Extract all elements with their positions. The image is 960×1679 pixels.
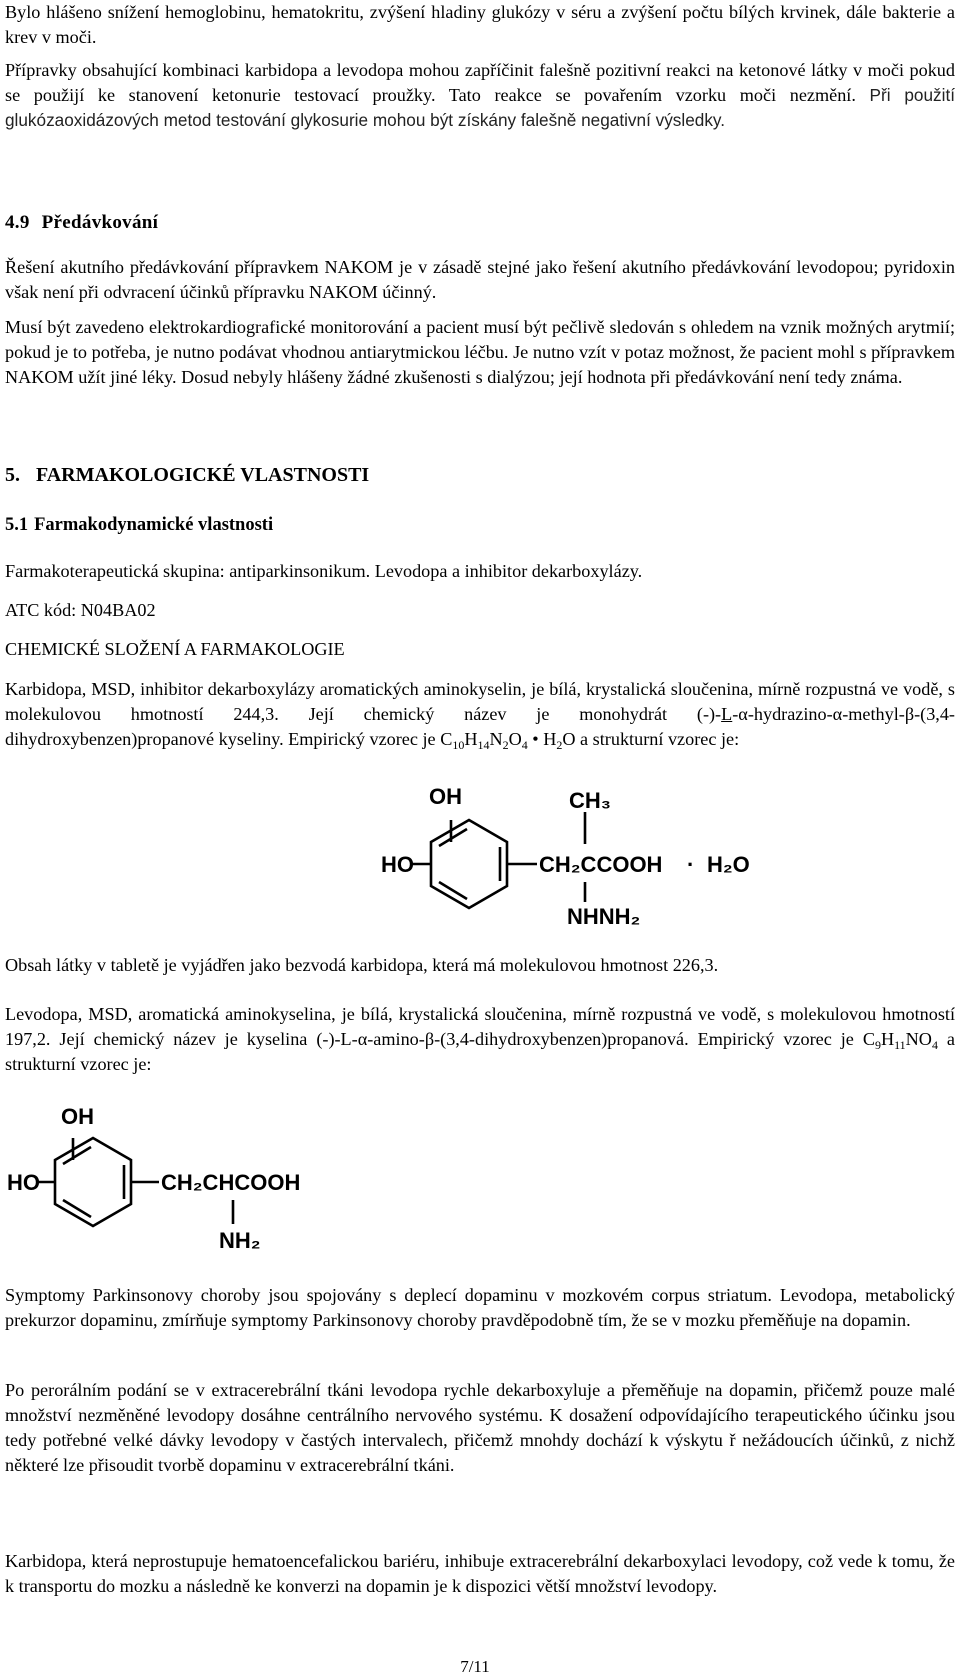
carbidopa-description — [5, 677, 955, 752]
overdose-paragraph-1: Řešení akutního předávkování přípravkem NAKOM je v zásadě stejné jako řešení akutního předávkování levodopou; pyridoxin však není při odvracení účinků přípravku NAKOM účinný. — [5, 257, 955, 302]
oh-group-label: OH — [429, 784, 462, 809]
intro-paragraph-2 — [5, 58, 955, 133]
levodopa-text-a: Levodopa, MSD, aromatická aminokyselina, je bílá, krystalická sloučenina, mírně rozpustná ve vodě, s molekulovou hmotností 197,2. Její chemický název je kyselina (-)-L-α-amino-β-(3,4-dihydroxybenzen)propanová. Empirický vzorec je — [5, 1004, 955, 1049]
hydrazino-group-label: NHNH₂ — [567, 904, 641, 929]
pharmacotherapeutic-group: Farmakoterapeutická skupina: antiparkinsonikum. Levodopa a inhibitor dekarboxylázy. — [5, 561, 643, 581]
section-title: Farmakodynamické vlastnosti — [34, 515, 274, 535]
formula-part: H — [464, 729, 478, 749]
side-chain-label: CH₂CHCOOH — [161, 1170, 301, 1195]
hydrate-dot: · — [687, 852, 695, 877]
intro-paragraph-2a: Přípravky obsahující kombinaci karbidopa a levodopa mohou zapříčinit falešně pozitivní reakci na ketonové látky v moči pokud se použijí ke stanovení ketonurie testovací proužky. Tato reakce se povařením vzorku moči nezmění. — [5, 60, 955, 105]
carbidopa-text-c: a strukturní vzorec je: — [575, 729, 740, 749]
formula-sub: 9 — [874, 1038, 881, 1052]
body-paragraph-3: Karbidopa, která neprostupuje hematoencefalickou bariéru, inhibuje extracerebrální dekarboxylaci levodopy, což vede k tomu, že k transportu do mozku a následně ke konverzi na dopamin je k dispozici větší množství levodopy. — [5, 1551, 955, 1596]
section-title: FARMAKOLOGICKÉ VLASTNOSTI — [36, 464, 370, 486]
formula-sub: 11 — [894, 1038, 906, 1052]
page-number: 7/11 — [460, 1657, 490, 1676]
formula-sub: 4 — [521, 738, 528, 752]
carbidopa-empirical-formula — [440, 729, 576, 752]
formula-dot: • — [532, 729, 539, 749]
carbidopa-content-note: Obsah látky v tabletě je vyjádřen jako bezvodá karbidopa, která má molekulovou hmotnost 226,3. — [5, 955, 719, 975]
carbidopa-structure-diagram — [379, 778, 779, 936]
side-chain-label: CH₂CCOOH — [539, 852, 663, 877]
ho-group-label: HO — [381, 852, 414, 877]
formula-part: NO — [905, 1029, 932, 1049]
formula-part: C — [440, 729, 453, 749]
section-4-9-heading — [5, 210, 955, 235]
chemistry-heading: CHEMICKÉ SLOŽENÍ A FARMAKOLOGIE — [5, 639, 345, 659]
section-title: Předávkování — [41, 212, 159, 233]
levodopa-structure-diagram — [7, 1100, 307, 1258]
formula-part: O — [508, 729, 522, 749]
carbidopa-text-l: L — [721, 704, 733, 724]
body-paragraph-2: Po perorálním podání se v extracerebrální tkáni levodopa rychle dekarboxyluje a přeměňuje na dopamin, přičemž pouze malé množství nezměněné levodopy dosáhne centrálního nervového systému. K dosažení odpovídajícího terapeutického účinku jsou tedy potřebné velké dávky levodopy v častých intervalech, přičemž mnohdy dochází k výskytu ř nežádoucích účinků, z nichž některé lze přisoudit tvorbě dopaminu v extracerebrální tkáni. — [5, 1380, 955, 1475]
carbidopa-text-b: -α-hydrazino-α-methyl-β-(3,4-dihydroxybenzen)propanové kyseliny. Empirický vzorec je — [5, 704, 955, 749]
formula-sub: 2 — [556, 738, 563, 752]
formula-part: O — [562, 729, 576, 749]
intro-paragraph-1: Bylo hlášeno snížení hemoglobinu, hematokritu, zvýšení hladiny glukózy v séru a zvýšení počtu bílých krvinek, dále bakterie a krev v moči. — [5, 2, 955, 47]
carbidopa-text-a: Karbidopa, MSD, inhibitor dekarboxylázy aromatických aminokyselin, je bílá, krystalická sloučenina, mírně rozpustná ve vodě, s molekulovou hmotností 244,3. Její chemický název je monohydrát (-)- — [5, 679, 955, 724]
formula-part: H — [543, 729, 557, 749]
atc-code: ATC kód: N04BA02 — [5, 600, 156, 620]
amino-group-label: NH₂ — [219, 1228, 261, 1253]
levodopa-description — [5, 1002, 955, 1077]
formula-part: N — [489, 729, 503, 749]
ho-group-label: HO — [7, 1170, 40, 1195]
section-5-1-heading — [5, 513, 955, 538]
body-paragraph-1: Symptomy Parkinsonovy choroby jsou spojovány s deplecí dopaminu v mozkovém corpus striatum. Levodopa, metabolický prekurzor dopaminu, zmírňuje symptomy Parkinsonovy choroby pravděpodobně tím, že se v mozku přeměňuje na dopamin. — [5, 1285, 955, 1330]
formula-part: H — [880, 1029, 895, 1049]
methyl-group-label: CH₃ — [569, 788, 611, 813]
section-5-heading — [5, 463, 955, 488]
intro-paragraph-2b: Při použití glukózaoxidázových metod testování glykosurie mohou být získány falešně negativní výsledky. — [5, 85, 956, 130]
formula-part: C — [862, 1029, 875, 1049]
water-label: H₂O — [707, 852, 750, 877]
section-number: 5. — [5, 464, 20, 486]
levodopa-empirical-formula — [862, 1029, 938, 1052]
formula-sub: 4 — [931, 1038, 938, 1052]
levodopa-text-c: a strukturní vzorec je: — [5, 1029, 955, 1074]
overdose-paragraph-2: Musí být zavedeno elektrokardiografické monitorování a pacient musí být pečlivě sledován s ohledem na vznik možných arytmií; pokud je to potřeba, je nutno podávat vhodnou antiarytmickou léčbu. Je nutno vzít v potaz možnost, že pacient mohl s přípravkem NAKOM užít jiné léky. Dosud nebyly hlášeny žádné zkušenosti s dialýzou; její hodnota při předávkování není tedy známa. — [5, 317, 955, 387]
formula-sub: 14 — [477, 738, 490, 752]
section-number: 4.9 — [5, 212, 30, 233]
formula-sub: 2 — [502, 738, 509, 752]
oh-group-label: OH — [61, 1104, 94, 1129]
section-number: 5.1 — [5, 515, 29, 535]
formula-sub: 10 — [452, 738, 465, 752]
